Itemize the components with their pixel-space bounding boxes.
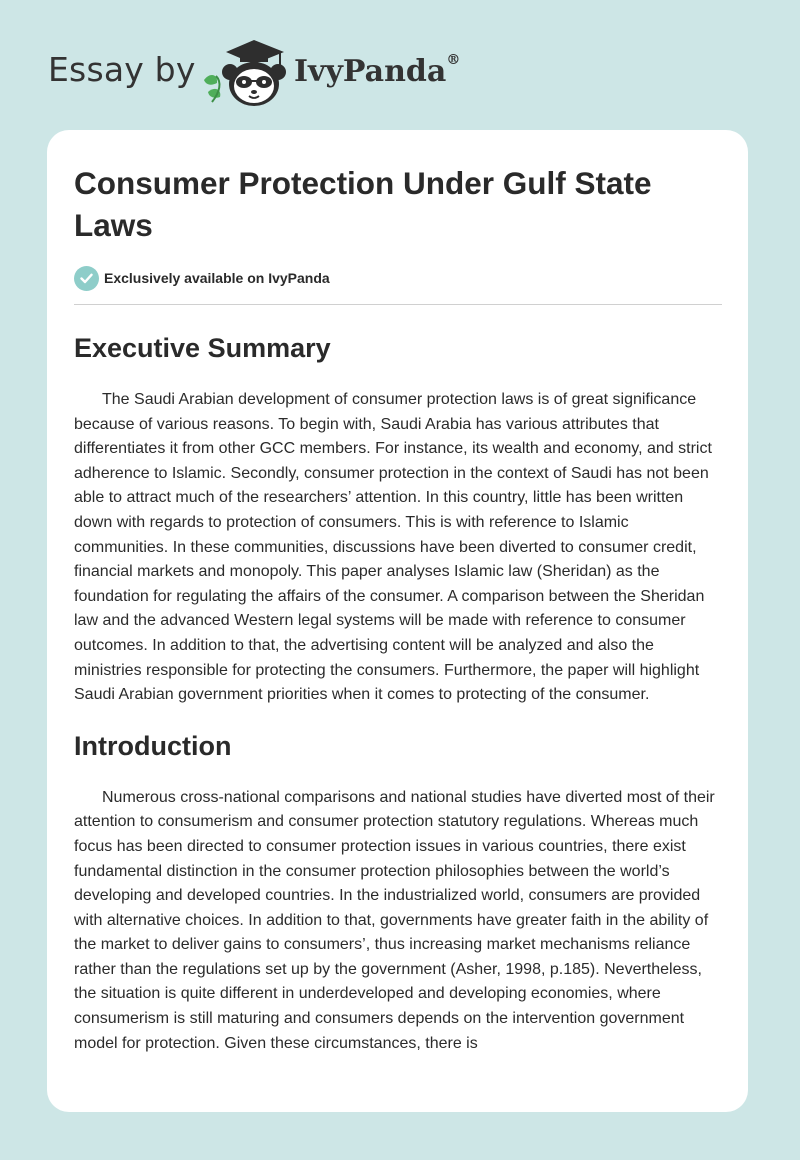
essay-title: Consumer Protection Under Gulf State Laws [74,165,652,243]
exclusive-label: Exclusively available on IvyPanda [104,270,330,286]
ivypanda-logo-icon[interactable] [200,36,292,108]
registered-mark: ® [446,52,461,68]
essay-by-label: Essay by [48,50,196,89]
section-heading-introduction: Introduction [74,730,232,761]
section-heading-executive-summary: Executive Summary [74,333,331,363]
section-paragraph-introduction: Numerous cross-national comparisons and national studies have diverted most of their attention to consumerism and consumer protection statutory regulations. Whereas much focus has been directed to consumer protection issues in various countries, there exist fundamental distinction in the consumer protection philosophies between the world’s developing and developed countries. In the industrialized world, consumers are provided with alternative choices. In addition to that, governments have greater faith in the ability of the market to deliver gains to consumers’, thus increasing market mechanisms reliance rather than the regulations set up by the government (Asher, 1998, p.185). Nevertheless, the situation is quite different in underdeveloped and developing economies, where consumerism is still maturing and consumers depends on the intervention government model for protection. Given these circumstances, there is [74,788,715,1052]
essay-card [47,130,748,1112]
brand-name-text: IvyPanda [294,54,447,89]
check-icon [74,266,99,291]
site-header [0,0,800,130]
divider [74,304,722,305]
exclusive-badge [74,264,722,292]
ivypanda-wordmark[interactable] [294,54,460,89]
section-paragraph-executive-summary: The Saudi Arabian development of consumer protection laws is of great significance because of various reasons. To begin with, Saudi Arabia has various attributes that differentiates it from other GCC members. For instance, its wealth and economy, and strict adherence to Islamic. Secondly, consumer protection in the context of Saudi has not been able to attract much of the researchers’ attention. In this country, little has been written down with regards to protection of consumers. This is with reference to Islamic communities. In these communities, discussions have been diverted to consumer credit, financial markets and monopoly. This paper analyses Islamic law (Sheridan) as the foundation for regulating the affairs of the consumer. A comparison between the Sheridan law and the advanced Western legal systems will be made with reference to consumer outcomes. In addition to that, the advertising content will be analyzed and also the ministries responsible for protecting the consumers. Furthermore, the paper will highlight Saudi Arabian government priorities when it comes to protecting of the consumer. [74,391,712,704]
